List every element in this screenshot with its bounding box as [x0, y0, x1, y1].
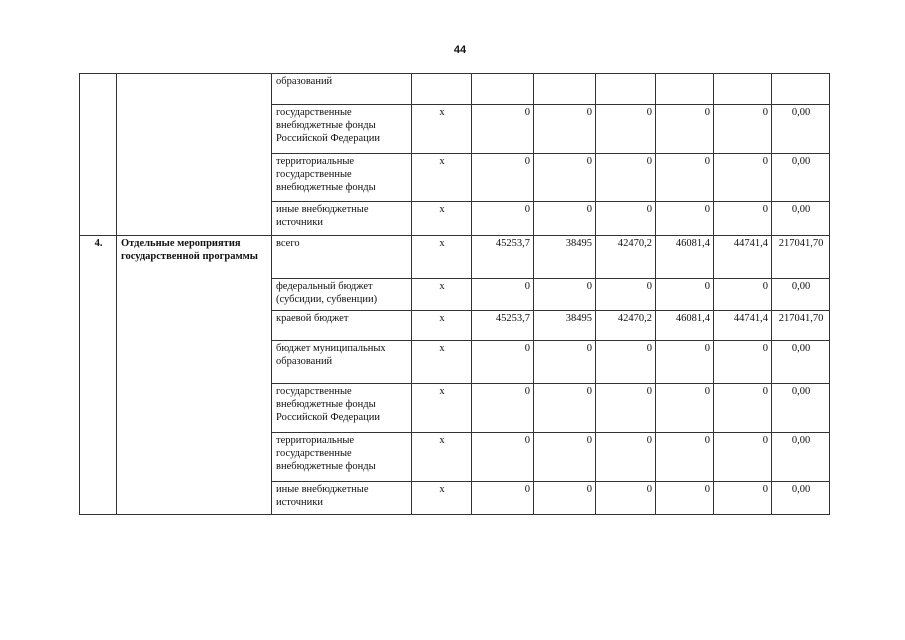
year-value: 0 — [534, 433, 596, 482]
row-name — [117, 341, 272, 384]
table-row — [80, 202, 830, 236]
table-body — [80, 74, 830, 515]
year-value: 44741,4 — [714, 236, 772, 279]
funding-source: федеральный бюджет (субсидии, субвенции) — [272, 279, 412, 311]
year-value: 38495 — [534, 236, 596, 279]
year-value: 0 — [596, 384, 656, 433]
year-value: 0 — [534, 341, 596, 384]
row-number — [80, 202, 117, 236]
year-value: 0 — [472, 482, 534, 515]
x-mark: х — [412, 341, 472, 384]
x-mark: х — [412, 311, 472, 341]
year-value: 0 — [472, 384, 534, 433]
year-value: 0 — [472, 433, 534, 482]
year-value: 45253,7 — [472, 311, 534, 341]
year-value: 0 — [656, 433, 714, 482]
year-value: 0 — [472, 341, 534, 384]
funding-source: образований — [272, 74, 412, 105]
year-value: 0 — [714, 482, 772, 515]
row-number — [80, 341, 117, 384]
table-row — [80, 311, 830, 341]
funding-source: государственные внебюджетные фонды Российской Федерации — [272, 384, 412, 433]
year-value — [472, 74, 534, 105]
row-name — [117, 433, 272, 482]
x-mark: х — [412, 433, 472, 482]
year-value: 0 — [656, 384, 714, 433]
row-name — [117, 311, 272, 341]
year-value: 0 — [714, 154, 772, 202]
year-value: 0 — [596, 105, 656, 154]
year-value: 0 — [472, 279, 534, 311]
year-value: 0 — [596, 341, 656, 384]
table-row — [80, 433, 830, 482]
year-value: 0 — [714, 384, 772, 433]
row-name — [117, 384, 272, 433]
year-value: 0 — [472, 154, 534, 202]
row-total: 217041,70 — [772, 311, 830, 341]
row-name — [117, 154, 272, 202]
table-row — [80, 154, 830, 202]
table-row — [80, 105, 830, 154]
funding-source: всего — [272, 236, 412, 279]
x-mark: х — [412, 154, 472, 202]
row-name — [117, 74, 272, 105]
table-row — [80, 482, 830, 515]
row-total: 0,00 — [772, 279, 830, 311]
row-total — [772, 74, 830, 105]
year-value: 46081,4 — [656, 311, 714, 341]
row-total: 0,00 — [772, 154, 830, 202]
row-number — [80, 154, 117, 202]
x-mark: х — [412, 384, 472, 433]
year-value: 0 — [656, 105, 714, 154]
budget-table — [79, 73, 830, 515]
page-number: 44 — [453, 44, 467, 56]
x-mark: х — [412, 202, 472, 236]
year-value: 0 — [714, 433, 772, 482]
row-name — [117, 482, 272, 515]
x-mark: х — [412, 482, 472, 515]
year-value: 0 — [656, 341, 714, 384]
year-value — [714, 74, 772, 105]
year-value: 0 — [714, 105, 772, 154]
funding-source: бюджет муниципальных образований — [272, 341, 412, 384]
funding-source: иные внебюджетные источники — [272, 202, 412, 236]
row-total: 0,00 — [772, 433, 830, 482]
year-value: 0 — [596, 279, 656, 311]
year-value: 0 — [596, 154, 656, 202]
table-row — [80, 74, 830, 105]
year-value: 0 — [534, 279, 596, 311]
row-total: 217041,70 — [772, 236, 830, 279]
table-row — [80, 341, 830, 384]
year-value: 0 — [656, 154, 714, 202]
row-number — [80, 311, 117, 341]
year-value: 0 — [534, 384, 596, 433]
funding-source: краевой бюджет — [272, 311, 412, 341]
row-name: Отдельные мероприятия государственной программы — [117, 236, 272, 279]
x-mark: х — [412, 279, 472, 311]
x-mark — [412, 74, 472, 105]
year-value: 42470,2 — [596, 311, 656, 341]
year-value: 0 — [534, 482, 596, 515]
table-row — [80, 236, 830, 279]
row-number — [80, 279, 117, 311]
row-total: 0,00 — [772, 384, 830, 433]
row-name — [117, 105, 272, 154]
row-number — [80, 433, 117, 482]
year-value: 0 — [656, 482, 714, 515]
funding-source: государственные внебюджетные фонды Российской Федерации — [272, 105, 412, 154]
year-value: 0 — [714, 279, 772, 311]
year-value: 0 — [472, 105, 534, 154]
year-value: 0 — [596, 482, 656, 515]
x-mark: х — [412, 105, 472, 154]
year-value: 0 — [714, 341, 772, 384]
row-total: 0,00 — [772, 202, 830, 236]
year-value — [656, 74, 714, 105]
row-number — [80, 384, 117, 433]
funding-source: территориальные государственные внебюджетные фонды — [272, 433, 412, 482]
table-row — [80, 279, 830, 311]
row-total: 0,00 — [772, 341, 830, 384]
row-name — [117, 202, 272, 236]
year-value: 0 — [534, 105, 596, 154]
funding-source: иные внебюджетные источники — [272, 482, 412, 515]
year-value: 0 — [596, 433, 656, 482]
year-value: 0 — [534, 202, 596, 236]
year-value: 0 — [714, 202, 772, 236]
row-number — [80, 74, 117, 105]
year-value: 44741,4 — [714, 311, 772, 341]
year-value: 38495 — [534, 311, 596, 341]
year-value: 46081,4 — [656, 236, 714, 279]
year-value: 0 — [656, 202, 714, 236]
year-value: 42470,2 — [596, 236, 656, 279]
year-value: 0 — [596, 202, 656, 236]
row-total: 0,00 — [772, 105, 830, 154]
x-mark: х — [412, 236, 472, 279]
year-value — [596, 74, 656, 105]
table-row — [80, 384, 830, 433]
row-total: 0,00 — [772, 482, 830, 515]
year-value: 45253,7 — [472, 236, 534, 279]
funding-source: территориальные государственные внебюджетные фонды — [272, 154, 412, 202]
year-value: 0 — [534, 154, 596, 202]
row-number — [80, 105, 117, 154]
year-value: 0 — [656, 279, 714, 311]
year-value — [534, 74, 596, 105]
row-name — [117, 279, 272, 311]
year-value: 0 — [472, 202, 534, 236]
row-number — [80, 482, 117, 515]
row-number: 4. — [80, 236, 117, 279]
